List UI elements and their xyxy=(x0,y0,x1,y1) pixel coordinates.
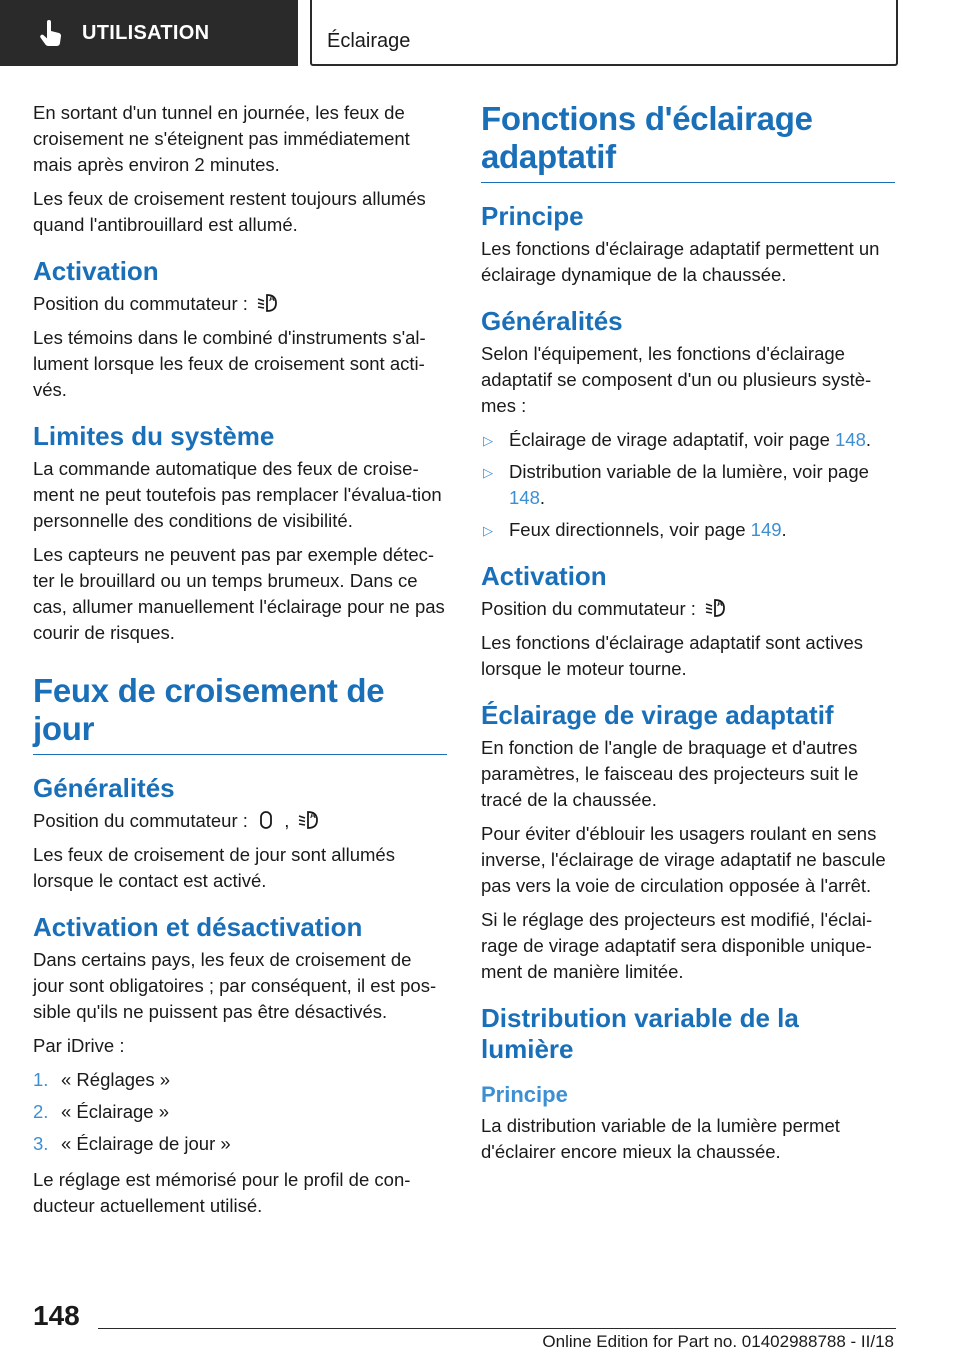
virage-paragraph-1: En fonction de l'angle de braquage et d'autres paramètres, le faisceau des projecteurs suit le tracé de la chaussée. xyxy=(481,737,859,810)
right-column xyxy=(481,100,895,1173)
actdes-paragraph-3: Le réglage est mémorisé pour le profil de con-ducteur actuellement utilisé. xyxy=(33,1169,411,1216)
chapter-tab-label: Éclairage xyxy=(327,30,411,52)
left-column xyxy=(33,100,447,1227)
section-tab[interactable] xyxy=(0,0,298,66)
triangle-bullet-icon: ▷ xyxy=(483,523,493,538)
activation-text-right: Les fonctions d'éclairage adaptatif sont actives lorsque le moteur tourne. xyxy=(481,632,863,679)
auto-headlight-icon xyxy=(296,809,322,831)
limites-paragraph-2: Les capteurs ne peuvent pas par exemple détec-ter le brouillard ou un temps brumeux. Dans ce cas, allumer manuellement l'éclairage pour ne pas courir de risques. xyxy=(33,544,445,643)
hand-pointer-icon xyxy=(36,18,66,48)
svg-text:A: A xyxy=(269,294,275,303)
heading-generalites-left: Généralités xyxy=(33,773,175,803)
page-header xyxy=(0,0,960,66)
actdes-paragraph-2: Par iDrive : xyxy=(33,1035,125,1056)
heading-activation-right: Activation xyxy=(481,561,607,591)
svg-text:A: A xyxy=(717,599,723,608)
switch-off-icon xyxy=(255,809,277,831)
systems-list xyxy=(481,427,895,543)
auto-headlight-icon xyxy=(703,597,729,619)
heading-activation: Activation xyxy=(33,256,159,286)
list-item: 2. « Éclairage » xyxy=(33,1101,169,1122)
heading-principe: Principe xyxy=(481,201,584,231)
triangle-bullet-icon: ▷ xyxy=(483,433,493,448)
generalites-switch-position: Position du commutateur : , A xyxy=(33,808,447,834)
svg-text:A: A xyxy=(310,811,317,820)
idrive-steps xyxy=(33,1067,447,1157)
heading-feux-jour: Feux de croisement de jour xyxy=(33,672,447,755)
list-item: 1. « Réglages » xyxy=(33,1069,171,1090)
page-link[interactable]: 148 xyxy=(835,429,866,450)
section-tab-label: UTILISATION xyxy=(82,21,210,44)
footer-divider xyxy=(98,1328,896,1329)
auto-headlight-icon xyxy=(255,292,281,314)
page-link[interactable]: 149 xyxy=(750,519,782,540)
triangle-bullet-icon: ▷ xyxy=(483,465,493,480)
generalites-text-left: Les feux de croisement de jour sont allumés lorsque le contact est activé. xyxy=(33,844,395,891)
list-item: ▷ Feux directionnels, voir page 149. xyxy=(481,517,895,543)
heading-distribution-variable: Distribution variable de la lumière xyxy=(481,1003,799,1064)
generalites-text-right: Selon l'équipement, les fonctions d'éclairage adaptatif se composent d'un ou plusieurs systè-mes : xyxy=(481,343,872,416)
intro-paragraph-1: En sortant d'un tunnel en journée, les feux de croisement ne s'éteignent pas immédiatement mais après environ 2 minutes. xyxy=(33,102,410,175)
list-item: ▷ Éclairage de virage adaptatif, voir page 148. xyxy=(481,427,895,453)
page-number: 148 xyxy=(33,1300,80,1331)
principe-text: Les fonctions d'éclairage adaptatif permettent un éclairage dynamique de la chaussée. xyxy=(481,238,880,285)
distribution-text: La distribution variable de la lumière permet d'éclairer encore mieux la chaussée. xyxy=(481,1115,840,1162)
heading-limites: Limites du système xyxy=(33,421,275,451)
virage-paragraph-2: Pour éviter d'éblouir les usagers roulant en sens inverse, l'éclairage de virage adaptatif ne bascule pas vers la voie de circulation opposée à l'arrêt. xyxy=(481,823,886,896)
heading-activation-desactivation: Activation et désactivation xyxy=(33,912,363,942)
limites-paragraph-1: La commande automatique des feux de croise-ment ne peut toutefois pas remplacer l'évalua-tion personnelle des conditions de visibilité. xyxy=(33,458,442,531)
edition-info: Online Edition for Part no. 01402988788 - II/18 xyxy=(542,1332,894,1351)
activation-text: Les témoins dans le combiné d'instruments s'al-lument lorsque les feux de croisement sont acti-vés. xyxy=(33,327,426,400)
activation-switch-position-right: Position du commutateur : A xyxy=(481,596,895,622)
list-item: ▷ Distribution variable de la lumière, voir page 148. xyxy=(483,461,869,508)
activation-switch-position: Position du commutateur : A xyxy=(33,291,447,317)
page-footer xyxy=(0,1290,960,1362)
subheading-principe: Principe xyxy=(481,1082,568,1107)
page-link[interactable]: 148 xyxy=(509,487,540,508)
intro-paragraph-2: Les feux de croisement restent toujours allumés quand l'antibrouillard est allumé. xyxy=(33,188,426,235)
virage-paragraph-3: Si le réglage des projecteurs est modifié, l'éclai-rage de virage adaptatif sera disponible unique-ment de manière limitée. xyxy=(481,909,873,982)
list-item: 3. « Éclairage de jour » xyxy=(33,1133,231,1154)
chapter-tab[interactable] xyxy=(310,0,898,66)
heading-generalites-right: Généralités xyxy=(481,306,623,336)
heading-virage-adaptatif: Éclairage de virage adaptatif xyxy=(481,700,834,730)
heading-eclairage-adaptatif: Fonctions d'éclairage adaptatif xyxy=(481,100,895,183)
actdes-paragraph-1: Dans certains pays, les feux de croisement de jour sont obligatoires ; par conséquent, il est pos-sible qu'ils ne puissent pas être désactivés. xyxy=(33,949,437,1022)
